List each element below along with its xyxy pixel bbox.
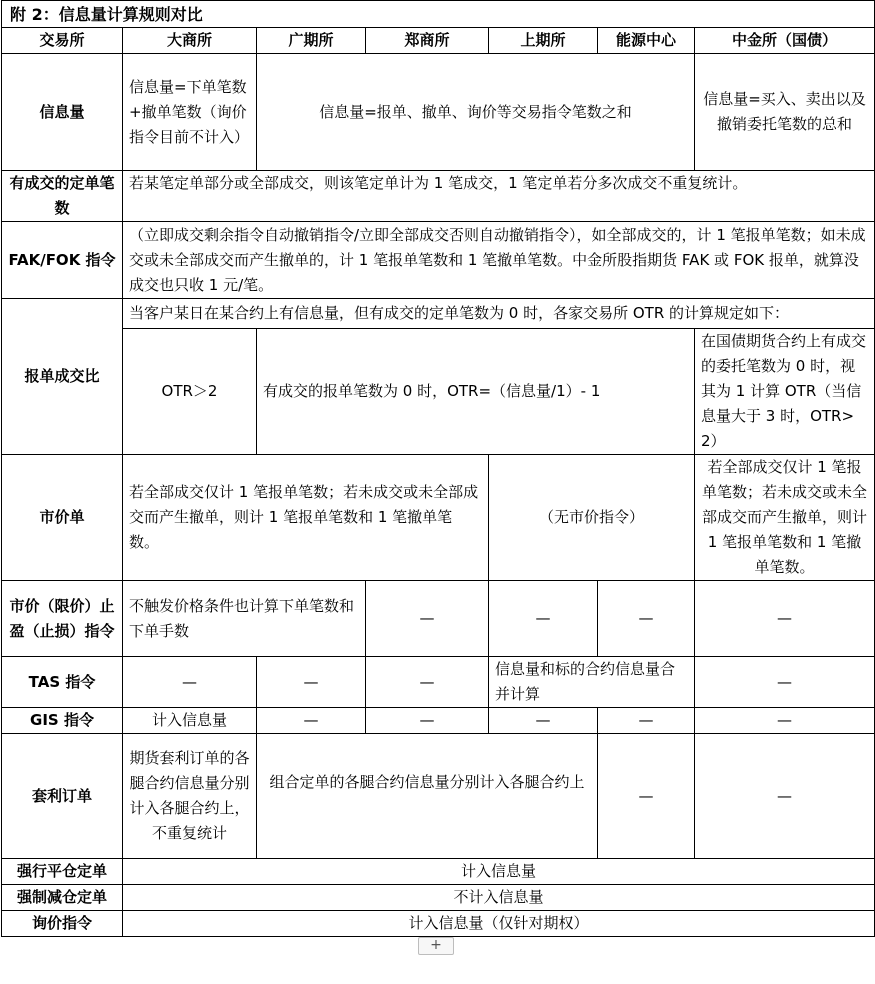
row-label-filled: 有成交的定单笔数 [2, 171, 123, 222]
row-label-forced-close: 强行平仓定单 [2, 859, 123, 885]
gis-shfe: — [489, 708, 598, 734]
row-forced-close [2, 859, 875, 885]
table-title: 附 2：信息量计算规则对比 [2, 1, 875, 28]
header-cffex: 中金所（国债） [695, 28, 875, 54]
row-arb [2, 734, 875, 859]
market-left: 若全部成交仅计 1 笔报单笔数；若未成交或未全部成交而产生撤单，则计 1 笔报单笔数和 1 笔撤单笔数。 [123, 455, 489, 581]
stop-left: 不触发价格条件也计算下单笔数和下单手数 [123, 581, 366, 657]
stop-czce: — [366, 581, 489, 657]
row-label-tas: TAS 指令 [2, 657, 123, 708]
forced-close-text: 计入信息量 [123, 859, 875, 885]
stop-shfe: — [489, 581, 598, 657]
row-gis [2, 708, 875, 734]
header-gfex: 广期所 [257, 28, 366, 54]
row-fakfok [2, 222, 875, 299]
info-middle: 信息量=报单、撤单、询价等交易指令笔数之和 [257, 54, 695, 171]
forced-reduce-text: 不计入信息量 [123, 885, 875, 911]
market-middle: （无市价指令） [489, 455, 695, 581]
otr-cffex: 在国债期货合约上有成交的委托笔数为 0 时，视其为 1 计算 OTR（当信息量大于 3 时，OTR>2） [695, 329, 875, 455]
row-filled [2, 171, 875, 222]
arb-middle: 组合定单的各腿合约信息量分别计入各腿合约上 [257, 734, 598, 859]
arb-ine: — [598, 734, 695, 859]
tas-dce: — [123, 657, 257, 708]
row-label-arb: 套利订单 [2, 734, 123, 859]
tas-czce: — [366, 657, 489, 708]
gis-dce: 计入信息量 [123, 708, 257, 734]
row-label-info: 信息量 [2, 54, 123, 171]
arb-cffex: — [695, 734, 875, 859]
row-info [2, 54, 875, 171]
row-stop [2, 581, 875, 657]
info-dce: 信息量=下单笔数+撤单笔数（询价指令目前不计入） [123, 54, 257, 171]
header-dce: 大商所 [123, 28, 257, 54]
stop-ine: — [598, 581, 695, 657]
otr-intro: 当客户某日在某合约上有信息量，但有成交的定单笔数为 0 时，各家交易所 OTR 的计算规定如下： [123, 299, 875, 329]
row-label-stop: 市价（限价）止盈（止损）指令 [2, 581, 123, 657]
tas-merged: 信息量和标的合约信息量合并计算 [489, 657, 695, 708]
row-label-forced-reduce: 强制减仓定单 [2, 885, 123, 911]
row-label-gis: GIS 指令 [2, 708, 123, 734]
row-rfq [2, 911, 875, 937]
filled-text: 若某笔定单部分或全部成交，则该笔定单计为 1 笔成交，1 笔定单若分多次成交不重复统计。 [123, 171, 875, 222]
gis-ine: — [598, 708, 695, 734]
header-ine: 能源中心 [598, 28, 695, 54]
gis-gfex: — [257, 708, 366, 734]
row-otr-intro [2, 299, 875, 329]
market-cffex: 若全部成交仅计 1 笔报单笔数；若未成交或未全部成交而产生撤单，则计 1 笔报单笔数和 1 笔撤单笔数。 [695, 455, 875, 581]
row-label-fakfok: FAK/FOK 指令 [2, 222, 123, 299]
info-rules-table [1, 0, 875, 937]
arb-dce: 期货套利订单的各腿合约信息量分别计入各腿合约上，不重复统计 [123, 734, 257, 859]
row-label-otr: 报单成交比 [2, 299, 123, 455]
header-exchange: 交易所 [2, 28, 123, 54]
tas-gfex: — [257, 657, 366, 708]
row-tas [2, 657, 875, 708]
fakfok-text: （立即成交剩余指令自动撤销指令/立即全部成交否则自动撤销指令），如全部成交的，计 1 笔报单笔数；如未成交或未全部成交而产生撤单的，计 1 笔报单笔数和 1 笔撤单笔数。中金所股指期货 FAK 或 FOK 报单，就算没成交也只收 1 元/笔。 [123, 222, 875, 299]
row-otr [2, 329, 875, 455]
otr-middle: 有成交的报单笔数为 0 时，OTR=（信息量/1）- 1 [257, 329, 695, 455]
stop-cffex: — [695, 581, 875, 657]
gis-czce: — [366, 708, 489, 734]
info-cffex: 信息量=买入、卖出以及撤销委托笔数的总和 [695, 54, 875, 171]
header-shfe: 上期所 [489, 28, 598, 54]
rfq-text: 计入信息量（仅针对期权） [123, 911, 875, 937]
row-market [2, 455, 875, 581]
header-czce: 郑商所 [366, 28, 489, 54]
add-row-button[interactable]: + [418, 937, 454, 955]
row-forced-reduce [2, 885, 875, 911]
header-row [2, 28, 875, 54]
row-label-market: 市价单 [2, 455, 123, 581]
gis-cffex: — [695, 708, 875, 734]
otr-dce: OTR＞2 [123, 329, 257, 455]
row-label-rfq: 询价指令 [2, 911, 123, 937]
tas-cffex: — [695, 657, 875, 708]
